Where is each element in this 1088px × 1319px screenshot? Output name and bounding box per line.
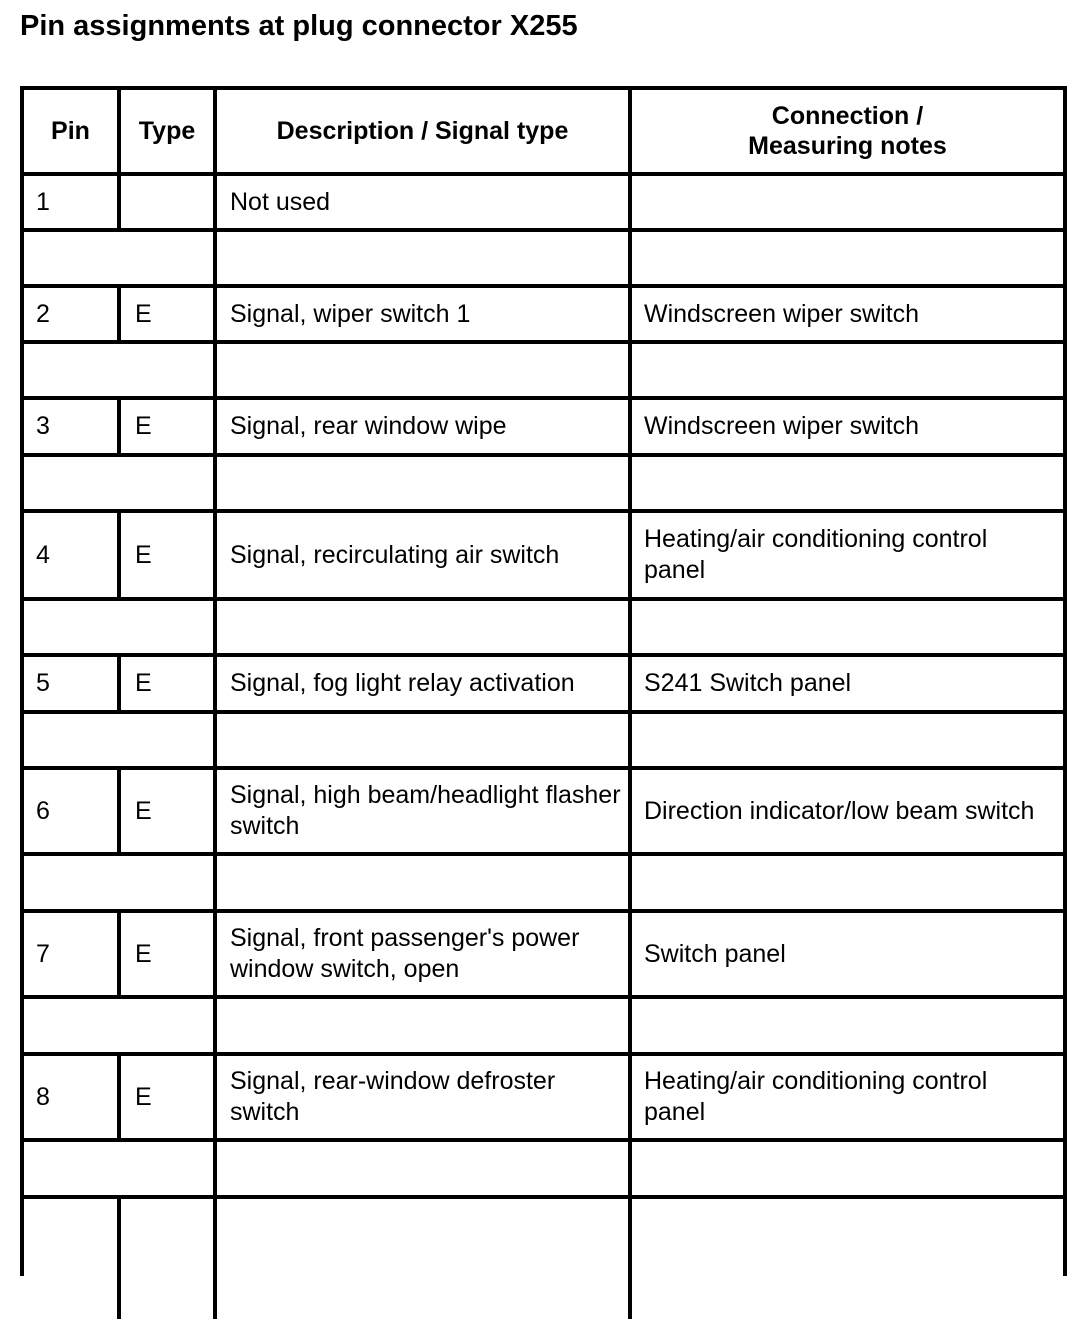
header-type: Type [117,90,213,172]
type-cell [117,176,213,228]
connection-cell [628,176,1063,228]
header-connection: Connection / Measuring notes [628,90,1063,172]
type-cell: E [117,1056,213,1138]
table-row [24,513,1063,601]
connection-cell: Windscreen wiper switch [628,400,1063,453]
description-cell: Signal, rear-window defroster switch [213,1056,628,1138]
description-cell: Signal, front passenger's power window switch, open [213,913,628,995]
spacer-row [24,457,1063,513]
description-cell: Signal, high beam/headlight flasher switch [213,770,628,852]
spacer-row [24,999,1063,1056]
description-cell: Not used [213,176,628,228]
pin-cell: 6 [36,796,50,825]
table-row [24,288,1063,344]
pin-assignment-table [20,86,1067,1276]
type-cell: E [117,288,213,340]
connection-cell: Windscreen wiper switch [628,288,1063,340]
table-row [24,657,1063,714]
pin-cell: 8 [36,1082,50,1111]
table-row [24,176,1063,232]
type-cell: E [117,913,213,995]
connection-cell: S241 Switch panel [628,657,1063,710]
description-cell: Signal, wiper switch 1 [213,288,628,340]
spacer-row [24,714,1063,770]
table-header-row [24,90,1063,176]
table-row [24,400,1063,457]
connection-cell: Direction indicator/low beam switch [628,770,1063,852]
pin-cell: 5 [36,669,50,697]
pin-cell: 4 [36,540,50,569]
pin-cell: 3 [36,412,50,440]
connection-cell: Heating/air conditioning control panel [628,1056,1063,1138]
table-row [24,1056,1063,1142]
page-title: Pin assignments at plug connector X255 [20,10,578,42]
type-cell: E [117,513,213,597]
header-pin: Pin [51,117,90,145]
type-cell: E [117,770,213,852]
spacer-row [24,601,1063,657]
connection-cell: Switch panel [628,913,1063,995]
connection-cell: Heating/air conditioning control panel [628,513,1063,597]
spacer-row [24,856,1063,913]
spacer-row [24,1142,1063,1199]
table-row [24,1199,1063,1319]
spacer-row [24,232,1063,288]
spacer-row [24,344,1063,400]
table-row [24,770,1063,856]
description-cell: Signal, recirculating air switch [213,513,628,597]
pin-cell: 2 [36,299,50,328]
table-row [24,913,1063,999]
pin-cell: 1 [36,187,50,216]
header-description: Description / Signal type [213,90,628,172]
type-cell: E [117,400,213,453]
description-cell: Signal, rear window wipe [213,400,628,453]
pin-cell: 7 [36,939,50,968]
type-cell: E [117,657,213,710]
description-cell: Signal, fog light relay activation [213,657,628,710]
